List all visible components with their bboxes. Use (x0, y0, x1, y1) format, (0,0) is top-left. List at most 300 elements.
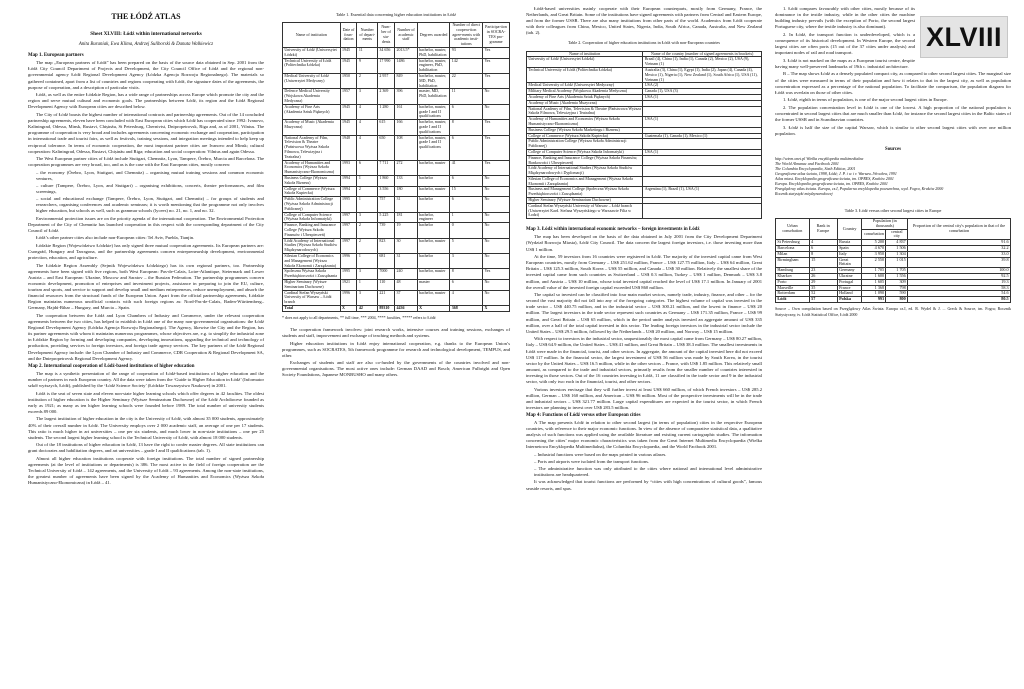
table-cell: 368 (450, 305, 483, 311)
table-cell: USA (2) (643, 83, 762, 89)
table-cell: X (340, 305, 357, 311)
table-cell: 1995 (340, 269, 357, 280)
table-row (283, 279, 510, 290)
table-cell: College of Computer Science (Wyższa Szkoła Informatyki) (527, 149, 643, 155)
source-item: The World Almanac and Factbook 2001 (775, 160, 839, 166)
authors: Anita Buraniak, Ewa Klima, Andrzej Suliborski & Danuta Walkiewicz (78, 42, 214, 48)
table-cell: No (483, 212, 510, 223)
table-cell: 1 304 (886, 251, 908, 257)
table-cell: Academy of Fine Arts (Akademia Sztuk Pięknych) (283, 104, 341, 119)
table-cell: 3 (357, 269, 378, 280)
table-row (283, 48, 510, 59)
table-cell: St Petersburg (776, 240, 810, 246)
table-cell: Yes (483, 74, 510, 89)
table-cell: Łódź Academy of International Studies (Wyższa Szkoła Studiów Międzynarodowych) (283, 238, 341, 253)
paragraph: Łódź’s other partner cities also include non-European cities: Tel Aviv, Puebla, Tianjin. (36, 235, 195, 241)
table3-header-city: Urban conurbation (776, 219, 810, 240)
table-cell: 1 605 (862, 279, 886, 285)
table2-header-cell: Name of institution (527, 51, 643, 57)
table-row (283, 223, 510, 238)
paragraph: Exchanges of students and staff are also co-funded by the governments of the countries involved and non-governmental organisations. The most active ones include: German DAAD and Bosch; American Fulbright and Open Society Foundations, Japanese MONBUSHO and many others. (282, 360, 510, 378)
table-cell: 33.0 (908, 251, 1011, 257)
table-cell: No (483, 176, 510, 187)
table-cell: 110 (378, 279, 395, 290)
table-cell (643, 166, 762, 177)
paragraph: 1. Łódź compares favourably with other cities, mostly because of its dominance in the textile industry, while in the other cities the machine building industry prevails (with the exception of Porto, the second largest Portuguese city, where the textile industry is also dominant). (775, 6, 915, 30)
table-row (283, 197, 510, 212)
table1-header-cell: Number of academic staff (395, 23, 418, 48)
table-cell: 6 (809, 246, 837, 252)
table-cell: Yes (483, 269, 510, 280)
table-cell: Business College (Wyższa Szkoła Marketingu i Biznesu) (527, 127, 643, 133)
table-cell: College of Commerce (Wyższa Szkoła Kupiecka) (283, 186, 341, 197)
table-cell: No (483, 104, 510, 119)
table-row (283, 269, 510, 280)
table1-caption: Table 1. Essential data concerning higher education institutions in Łódź (336, 12, 456, 17)
source-item: Europa. Encyklopedia geograficzna świata, tm. OPRES, Kraków 2001 (775, 180, 888, 186)
table-cell: Kharkov (776, 274, 810, 280)
table-cell: bachelor (417, 253, 450, 268)
table-cell: 57 (809, 297, 837, 303)
source-item: Rocznik statystyki międzynarodowej (775, 190, 833, 196)
table-row (283, 120, 510, 135)
map4-a-text: A The map presents Łódź in relation to other second largest (in terms of population) cities in the respective European countries, with reference to their major economic functions. In view of the absence of comparative statistical data, a qualitative analysis of such functions was applied using the available literature and existing current cartographic studies. The information concerning the cities’ major economic characteristics was taken from the Great Internet Multimedia Encyclopaedia (Wielka Internetowa Encyklopedia Multimedialna), the Columbia Encyclopaedia, and the World Factbook 2001. (526, 420, 762, 450)
table-cell: 1945 (340, 58, 357, 73)
table-cell: 590 (886, 291, 908, 297)
map1-heading: Map 1. European partners (28, 53, 84, 59)
table-cell: 9 (357, 58, 378, 73)
table-cell: Rotterdam (776, 291, 810, 297)
table-cell: 35 (809, 285, 837, 291)
table-cell: Great Britain (837, 257, 862, 268)
map4-list (534, 452, 762, 478)
paragraph: The largest institution of higher education in the city is the University of Łódź, with almost 35 000 students, approximately 40% of their overall number in Łódź. The University employs over 2 000 academic staff, an average of one per 17 students. This ratio is much higher in art universities – one per six students, and much lower in non-state institutions – one per 25 students. The second largest higher learning school is the Technical University of Łódź, with almost 18 000 students. (28, 416, 264, 440)
table-cell: 3 (357, 212, 378, 223)
table-row (527, 155, 762, 166)
table-cell: Defence Medical University (Wojskowa Akademia Medyczna) (283, 89, 341, 104)
table-cell (643, 106, 762, 117)
table1-header-cell: Date of foun-dation (340, 23, 357, 48)
table-cell: Cardinal Stefan Wyszyński University of Warsaw – Łódź branch (283, 290, 341, 305)
table-cell: Public Administration College (Wyższa Szkoła Administracji Publicznej) (527, 139, 643, 150)
table-cell: 1993 (340, 160, 357, 175)
table-cell: 1 (357, 253, 378, 268)
table-cell: 2 369 (378, 89, 395, 104)
table-row (283, 58, 510, 73)
table-cell: 23 (809, 268, 837, 274)
table-cell: Russia (837, 240, 862, 246)
table-cell: 1996 (340, 290, 357, 305)
table-cell: Porto (776, 279, 810, 285)
table-cell: No (483, 253, 510, 268)
table-cell: 1 (357, 279, 378, 290)
table-cell: bachelor, master, grade I and II qualifications (417, 120, 450, 135)
table-cell: 1 506 (886, 246, 908, 252)
table-cell: 1 090 (862, 291, 886, 297)
table1-body (283, 48, 510, 312)
table-cell: Ukraine (837, 274, 862, 280)
atlas-title: THE ŁÓDŹ ATLAS (111, 12, 181, 21)
table-row (776, 257, 1011, 268)
table-cell: Business College (Wyższa Szkoła Biznesu) (283, 176, 341, 187)
table3-header-country: Country (837, 219, 862, 240)
table-cell: 4 (357, 135, 378, 160)
table-cell: 1 600 (862, 274, 886, 280)
table-cell: bachelor (417, 197, 450, 212)
table3-header-central: central city (886, 229, 908, 240)
table-cell: USA (1) (643, 117, 762, 128)
table-cell: Łódź (776, 297, 810, 303)
sheet-number-badge: XLVIII (920, 16, 1008, 58)
map2-text (28, 371, 264, 487)
table-cell: 32.2 (908, 246, 1011, 252)
table-cell: bachelor, master, grade I and II qualifications (417, 104, 450, 119)
paragraph: 3. Łódź is half the size of the capital Warsaw, which is similar to other second largest cities with over one million population. (775, 124, 1011, 136)
table-cell: X (417, 305, 450, 311)
table-cell: bachelor (417, 223, 450, 238)
table-cell: Spain (837, 246, 862, 252)
table-cell: 1945 (340, 120, 357, 135)
table1-header-cell: Num-ber of stu-dents (378, 23, 395, 48)
table-cell: College of Commerce (Wyższa Szkoła Kupiecka) (527, 133, 643, 139)
table-cell: 1997 (340, 212, 357, 223)
table-cell: 8 (450, 269, 483, 280)
list-item: – Ports and airports were isolated from the transport functions. (534, 459, 762, 465)
col4-b-text: B – The map shows Łódź as a densely populated compact city, as compared to other second largest cities. The marginal size of the cities were measured in terms of their population and how it relates to that in the largest city, as well as population concentration expressed as a percentage of the national population. To facilitate the comparison, the population diagram for Łódź was overlain on those of other cities. (775, 71, 1011, 95)
table-cell: 6 (450, 104, 483, 119)
paragraph: The cooperation between the Łódź and Lyon Chambers of Industry and Commerce, under the relevant cooperation agreements between the two cities, has helped to establish in Łódź one of the many non-governmental organisations: the Łódź Regional Development Agency (Łódzka Agencja Rozwoju Regionalnego). The Agency, likewise the City and the Region, has its partner agreements with whom it maintains numerous programmes, whose objectives are, e.g. to simplify the industrial zone in Łódzkie Region by forming and developing companies, developing innovations, upgrading the technical and technology of production, providing services to foreign investors, and foreign trade agency services. The key partners of the Łódź Regional Development Agency include: the Lyon Chamber of Industry and Commerce, CDR Cooperation & Regional Development SA, and the Dniepropetrovsk Regional Development Agency. (28, 312, 264, 361)
table-cell: 757 (378, 197, 395, 212)
table-cell: Medical University of Łódź (Uniwersytet Medyczny) (527, 83, 643, 89)
table-cell: 798 (886, 285, 908, 291)
paragraph: Łódzkie Region (Województwo Łódzkie) has only signed three mutual cooperation agreements. Its European partners are: Csongrád, Hungary and Tarragona, and the partnership agreements concern entrepreneurship development, environmental protection, education, and agriculture. (28, 242, 264, 261)
table1-header-row (283, 23, 510, 48)
paragraph: 3. Łódź is not marked on the maps as a European tourist centre, despite having many well-preserved landmarks of 19th c. industrial architecture. (775, 57, 915, 69)
table3-body (776, 240, 1011, 303)
table-cell: Finance, Banking and Insurance College (Wyższa Szkoła Finansów i Ubezpieczeń) (283, 223, 341, 238)
table-cell: 39.8 (908, 257, 1011, 268)
table-cell: 34 656 (378, 48, 395, 59)
table-cell: Australia (3), China (1), Egypt (1), India (2), Japan (4), Canada (4), Mexico (1), Nigeria (1), New Zealand (1), South Africa (1), USA (11), Vietnam (1) (643, 67, 762, 82)
col4-list (775, 6, 915, 70)
table-cell: 3 950 (862, 251, 886, 257)
table-cell: Yes (483, 48, 510, 59)
list-item: – The administrative function was only attributed to the cities where national and international level administrative institutions are headquartered. (534, 466, 762, 478)
table-cell: bachelor, master (417, 238, 450, 253)
table2-caption: Table 2. Cooperation of higher education institutions in Łódź with non-European countries (567, 40, 721, 46)
table-cell: 1 556 (886, 274, 908, 280)
table-cell: Technical University of Łódź (Politechnika Łódzka) (283, 58, 341, 73)
table-cell: 19 (395, 223, 418, 238)
table-cell: Łódź Academy of International Studies (Wyższa Szkoła Studiów Międzynarodowych i Dyplomacji) (527, 166, 643, 177)
table-cell: Barcelona (776, 246, 810, 252)
source-item: Geograficzne atlas świata, 1998, Łódź; J. P. i w. i r. Warsaw–Wrocław, 1991 (775, 170, 897, 176)
table-cell: Academy of Music (Akademia Muzyczna) (283, 120, 341, 135)
table-cell: 3 (357, 290, 378, 305)
table-cell: 1 705 (886, 268, 908, 274)
table-row (527, 67, 762, 82)
table-cell: 1994 (340, 176, 357, 187)
table-cell: 681 (378, 253, 395, 268)
table-cell: master, MD, PhD, habilitation (417, 89, 450, 104)
table-cell: 133 (395, 176, 418, 187)
source-item: Atlas miast. Encyklopedia geograficzna świata, tm. OPRES, Kraków 2001 (775, 175, 894, 181)
table-cell: bachelor, master, PhD, habilitation (417, 48, 450, 59)
list-item: – the economy (Örebro, Lyon, Stuttgart, and Chemnitz) – organising mutual training sessions and common economic ventures, (36, 170, 264, 182)
table-cell: 4 (809, 240, 837, 246)
table-cell: 54.6 (908, 291, 1011, 297)
table-cell: 993 (862, 297, 886, 303)
table-row (283, 160, 510, 175)
table-cell: 7000 (378, 269, 395, 280)
table-row (283, 253, 510, 268)
table-cell: 1994 (340, 186, 357, 197)
list-item: – Industrial functions were based on the maps printed in various atlases. (534, 452, 762, 458)
list-item: – culture (Tampere, Örebro, Lyon, and Stuttgart) – organising exhibitions, concerts, theatre performances, and film screenings, (36, 183, 264, 195)
table-cell: 396 (395, 89, 418, 104)
table-cell: 0 (450, 223, 483, 238)
table-cell (643, 155, 762, 166)
table-row (283, 238, 510, 253)
table-cell: Technical University of Łódź (Politechnika Łódzka) (527, 67, 643, 82)
table-cell: 5 225 (378, 212, 395, 223)
table-cell: Argentina (1), Brazil (1), USA (1) (643, 187, 762, 198)
table-cell: National Academy of Film, Television & Theatre (Państwowa Wyższa Szkoła Filmowa, Telewizyjna i Teatralna) (527, 106, 643, 117)
table-row (776, 297, 1011, 303)
table-cell: 1 (357, 197, 378, 212)
table-cell: 4 (357, 120, 378, 135)
table-cell: No (483, 89, 510, 104)
table-cell: 42 (357, 305, 378, 311)
table-cell: Academy of Humanities and Economics (Wyższa Szkoła Humanistyczno-Ekonomiczna) (527, 117, 643, 128)
table-cell: 52 (809, 291, 837, 297)
table3-header-conurbation: conurbation (862, 229, 886, 240)
paragraph: 2. In Łódź, the transport function is underdeveloped, which is a consequence of its historical development. In Western Europe, the second largest cities are often ports (15 out of the 37 cities under analysis) and important nodes of rail and road transport. (775, 31, 915, 56)
table-cell: No (483, 238, 510, 253)
sheet-title: Sheet XLVIII: Łódź within international networks (90, 31, 202, 37)
table-row (527, 176, 762, 187)
table-cell: Public Administration College (Wyższa Szkoła Administracji Publicznej) (283, 197, 341, 212)
table1-header-cell: Number of depart-ments (357, 23, 378, 48)
table-2 (526, 51, 762, 220)
table2-header-cell: Name of the country (number of signed agreements in brackets) (643, 51, 762, 57)
table3-header-row (776, 219, 1011, 230)
paragraph: The cooperation framework involves: joint research works, intensive courses and training sessions, exchanges of students and staff, improvement and exchange of teaching methods and systems. (282, 326, 510, 338)
table-cell: 181 (395, 212, 418, 223)
table-cell: 6 (450, 279, 483, 290)
table-cell: 31 (395, 197, 418, 212)
table-row (527, 187, 762, 198)
table-cell: 8 (450, 120, 483, 135)
sources-heading: Sources (885, 146, 901, 152)
table-cell: 26 (809, 274, 837, 280)
source-item: http://wiem.onet.pl Wielka encyklopedia multimedialna (775, 155, 864, 161)
table2-body (527, 57, 762, 219)
table-cell: Silesian College of Economics and Management (Wyższa Szkoła Ekonomii i Zarządzania) (527, 176, 643, 187)
map4-a-text-2: It was acknowledged that tourist functions are performed by “cities with high concentrations of cultural goods”, famous seaside resorts, and spas. (526, 479, 762, 491)
table-cell: 91.6 (908, 240, 1011, 246)
table3-header-rank: Rank in Europe (809, 219, 837, 240)
table-cell: bachelor, engineer (417, 212, 450, 223)
table-cell: bachelor (417, 176, 450, 187)
table-cell: 650 (378, 135, 395, 160)
table1-header-cell: Participa-tion in SOCRA-TES pro-gramme (483, 23, 510, 48)
table-cell: Academy of Humanities and Economics (Wyższa Szkoła Humanistyczno-Ekonomiczna) (283, 160, 341, 175)
table-row (283, 212, 510, 223)
table-cell: 6 (450, 197, 483, 212)
map4-heading: Map 4: Functions of Łódź versus other European cities (526, 412, 641, 418)
table-cell: 22 (450, 74, 483, 89)
table-cell: Higher Seminary (Wyższe Seminarium Duchowne) (527, 198, 643, 204)
table-cell: 100.0 (908, 268, 1011, 274)
table-cell: 4 837 (886, 240, 908, 246)
table-cell: 2 550 (862, 257, 886, 268)
table-cell: 272 (395, 160, 418, 175)
paragraph: The Łódzkie Region Assembly (Sejmik Województwa Łódzkiego) has its own regional partners, too. Partnership agreements have been signed with five regions, both West European: Pas-de-Calais, Loire-Atlantique, Steiermark and Lower Austria – and East European: Ukraine, Moscow and Saratov – the Russian Federation. The partnership programmes concern economic development, promotion of enterprises and investment projects, assistance in preparing to join the EU, culture, tourism and sports, and service to support and develop small and medium entrepreneurs, reduce unemployment, and absorb the financial resources from the structural funds of the European Union. Apart from the official partnership agreements, Łódzkie Region maintains numerous unofficial contacts with such foreign regions as: Nord-Pas-de-Calais, Baden-Württemberg–Germany, Hajdú-Bihar – Hungary, and Murcia – Spain. (28, 262, 264, 311)
table-cell: 2 (357, 74, 378, 89)
table-cell: 15 (809, 257, 837, 268)
table-cell: 80.5 (908, 297, 1011, 303)
table-cell: 161 (395, 104, 418, 119)
col2-text (282, 327, 510, 379)
table-cell: USA (1) (643, 149, 762, 155)
table-cell: 11 (357, 48, 378, 59)
table-cell: 1996 (340, 253, 357, 268)
table3-header-population: Population (in thousands) (862, 219, 908, 230)
table-cell: bachelor, master (417, 269, 450, 280)
paragraph: Łódź is the seat of seven state and eleven non-state higher learning schools which offer degrees in 42 faculties. The oldest institution of higher education is the Higher Seminary (Wyższe Seminarium Duchowne) of the Łódź Archdiocese founded as early as 1921; as many as ten higher learning schools were founded before 1989. The total number of university students exceeds 89 000. (28, 390, 264, 414)
paragraph: With respect to investors in the industrial sector, unquestionably the most capital came from Germany – US$ 80.27 million, Italy – US$ 64.9 million, the United States – US$ 41 million, and Great Britain – US$ 38.3 million. The smallest investments in Łódź were made in the financial, tourist, and other sectors. In aggregate, the amount of the capital invested here did not exceed US$ 117 million. In the financial sector, the largest investment of US$ 56 million was made by South Korea, in the tourist sector by the United States – US$ 16.5 million, while in the other sectors – France, with US$ 1.85 million. This relatively small amount, as compared to the trade and industrial sectors, primarily results from the smaller number of countries interested in investing in those sectors. Out of the 16 countries investing in Łódź, 11 are classified in the trade sector and 9 in the industrial sector, with only two each in the financial, tourist, and other sectors. (526, 336, 762, 385)
table-cell (643, 203, 762, 218)
table-cell: Canada (1), USA (3) (643, 89, 762, 95)
table-cell: Spoleczna Wyższa Szkoła Przedsiębiorczości i Zarządzania (283, 269, 341, 280)
column-4 (775, 6, 1011, 318)
table-cell: 823 (378, 238, 395, 253)
table-row (527, 166, 762, 177)
table-cell: Yes (483, 120, 510, 135)
table-cell: 30 (395, 238, 418, 253)
table-cell: Holland (837, 291, 862, 297)
source-item: Przeglądowy atlas świata. Europa, cz.I, Popularna encyklopedia powszechna, wyd. Fogra, Kraków 2000 (775, 185, 944, 191)
table-row (283, 89, 510, 104)
table-cell: Guatemala (1), Canada (1), Mexico (1) (643, 133, 762, 139)
map1-text (28, 60, 264, 168)
table-cell: Total (283, 305, 341, 311)
table-cell: 3 (450, 253, 483, 268)
map3-heading: Map 3. Łódź within international economic networks – foreign investments in Łódź (526, 227, 700, 233)
table-cell: Yes (483, 58, 510, 73)
paragraph: Various investors envisage that they will further invest at least US$ 660 million, of which French investors – US$ 285.2 million, German – US$ 160 million, and American – US$ 96 million. Most of the prospective investments will be in the trade and industrial sectors – US$ 321.77 million. Large capital expenditures are expected in the tourist sector, in which French investors are planning to invest over US$ 283.5 million. (526, 386, 762, 410)
table-cell: 31 (395, 253, 418, 268)
table-cell: Italy (837, 251, 862, 257)
table-cell: France (837, 285, 862, 291)
column-2 (282, 6, 510, 380)
table-cell: Milan (776, 251, 810, 257)
table-cell: 6 (450, 135, 483, 160)
table-cell: 29 (809, 279, 837, 285)
table-cell: Military Medical Academy (Wojskowa Akademia Medyczna) (527, 89, 643, 95)
table-row (527, 139, 762, 150)
paragraph: 2. The population concentration level in Łódź is one of the lowest. A high proportion of the national population is concentrated in second largest cities that are much smaller than Łódź, for instance the second largest cities in the Baltic states of the former USSR and in Scandinavian countries. (775, 104, 1011, 123)
table-cell: 615 (378, 120, 395, 135)
table-cell: 108 (395, 135, 418, 160)
table-cell: 1945 (340, 48, 357, 59)
table3-header-proportion: Proportion of the central city's population in that of the conurbation (908, 219, 1011, 240)
table-cell: 3 556 (378, 186, 395, 197)
table-cell: Marseille (776, 285, 810, 291)
table-cell: Germany (837, 268, 862, 274)
sources-list (775, 156, 1011, 196)
paragraph: Łódź, as well as the entire Łódzkie Region, has a wide range of partnerships across Europe which promote the city and the region and serve mutual cultural and economic goals. The partnerships between Łódź, its region and the Łódź Regional Development Agency with European cities are described below. (28, 92, 264, 110)
table-cell: 1957 (340, 89, 357, 104)
table-row (283, 186, 510, 197)
table-cell: Cardinal Stefan Wyszyński University of Warsaw – Łódź branch (Uniwersytet Kard. Stefana Wyszyńskiego w Warszawie Filia w Łodzi) (527, 203, 643, 218)
table-cell: National Academy of Film, Television & Theatre (Państwowa Wyższa Szkoła Filmowa, Telewizyjna i Teatralna) (283, 135, 341, 160)
table-1 (282, 22, 510, 312)
table-cell: 309 (886, 279, 908, 285)
table-cell: 2 (357, 238, 378, 253)
table-row (283, 305, 510, 311)
table-cell: 19.3 (908, 279, 1011, 285)
table-cell: 142 (450, 58, 483, 73)
paragraph: The capital so invested can be classified into four main market sectors, namely trade, industry, finance, and other – for the second the vast majority did not fall into any of the foregoing categories. The highest volume of capital was invested in the trade sector – US$ 440.75 million, and in the industrial sector – US$ 300.21 million, and the lowest in finance – US$ 20 million. The largest investors in the trade sector represent such countries as Germany – US$ 171.35 million, France – US$ 99 million, and Great Britain – US$ 65 million, which in the period under analysis invested an aggregate amount of US$ 335 million, over a half of the total capital invested in this sector. The leading foreign investors in the industrial sector include the United States – US$ 29.5 million, followed by the Netherlands – US$ 20 million, and Norway – US$ 15 million. (526, 292, 762, 334)
table-cell: 1 860 (378, 176, 395, 187)
table-3 (775, 218, 1011, 303)
table-cell: 2 957 (378, 74, 395, 89)
table-cell: USA (1) (643, 94, 762, 100)
table1-header-cell: Name of institution (283, 23, 341, 48)
table-cell: 3 (357, 89, 378, 104)
table-cell: 1950 (340, 74, 357, 89)
table-cell: No (483, 197, 510, 212)
map1-text-2 (28, 216, 264, 362)
table-cell: Silesian College of Economics and Management (Wyższa Szkoła Ekonomii i Zarządzania) (283, 253, 341, 268)
table-row (283, 176, 510, 187)
table-cell: 1945 (340, 104, 357, 119)
table-cell: 739 (378, 223, 395, 238)
table-cell: 1 (357, 176, 378, 187)
table-cell: Portugal (837, 279, 862, 285)
table-cell: 1995 (340, 197, 357, 212)
table-cell: 41 (450, 160, 483, 175)
table-row (527, 57, 762, 68)
table-cell: 48 (395, 279, 418, 290)
table-cell (643, 176, 762, 187)
table-cell: Higher Seminary (Wyższe Seminarium Duchowne) (283, 279, 341, 290)
table-cell: bachelor, master, grade I and II qualifications (417, 135, 450, 160)
table-cell: 1 280 (378, 104, 395, 119)
table-cell: 1 015 (886, 257, 908, 268)
table-cell: 11 (450, 89, 483, 104)
paragraph: At the time, 59 investors from 16 countries were registered in Łódź. The majority of the invested capital came from West European countries, mostly from Germany – US$ 251.62 million, France – US$ 127.75 million, Italy – US$ 64 million, Great Britain – US$ 125.3 million, South Korea – US$ 55 million, and Canada – US$ 30 million. Relatively the smallest share of the invested capital came from such countries as Switzerland – US$ 0.3 million, Turkey – US$ 1 million, Denmark – US$ 3.8 million, and Austria – US$ 10 million, whose total invested capital reached the level of US$ 17.1 million. In January of 2001 the overall value of the invested foreign capital exceeded US$ 860 million. (526, 254, 762, 290)
column-3 (526, 6, 762, 493)
map1-list (36, 170, 264, 215)
table-cell: bachelor, master, MD, PhD, habilitation (417, 74, 450, 89)
col3-intro: Łódź-based universities mainly cooperate with their European counterparts, mostly from Germany, France, the Netherlands, and Great Britain. Some of the institutions have signed agreements with partners from Central and Eastern Europe, and from the former USSR. There are also many institutions from other parts of the world. Academics from Łódź cooperate with their colleagues from China, Mexico, United States, Nigeria, India, South Africa, Canada, Australia, and New Zealand (tab. 2). (526, 6, 762, 36)
paragraph: The map „European partners of Łódź” has been prepared on the basis of the source data obtained in Sep. 2001 from the Łódź City Council Department of Projects and Development, the City Council Office of Łódź and the regional non-governmental agency Łódź Regional Development Agency (Łódzka Agencja Rozwoju Regionalnego). The materials so gathered contained, apart from a list of countries and regions cooperating with Łódź, the signature dates of the agreements, the purpose of cooperation, and a description of particular visits. (28, 60, 264, 90)
table-cell: No (483, 186, 510, 197)
table-cell: 221 (378, 290, 395, 305)
table-cell: bachelor, master (417, 186, 450, 197)
table-cell: 4 670 (862, 246, 886, 252)
table1-header-cell: Degrees awarded (417, 23, 450, 48)
col4-b-list (775, 97, 1011, 137)
table-cell: 1 705 (862, 268, 886, 274)
table-cell: 166 (395, 120, 418, 135)
table-cell: 93 (450, 48, 483, 59)
paragraph: Higher education institutions in Łódź enjoy international cooperation, e.g. thanks to the European Union’s programmes, such as SOCRATES, 5th framework programme for research and technological development, TEMPUS, and other. (282, 340, 510, 358)
paragraph: The West European partner cities of Łódź include Stuttgart, Chemnitz, Lyon, Tampere, Örebro, Murcia and Barcelona. The cooperation programmes are very broad, too, and as is the case with the East European cities, mostly concern: (28, 156, 264, 168)
